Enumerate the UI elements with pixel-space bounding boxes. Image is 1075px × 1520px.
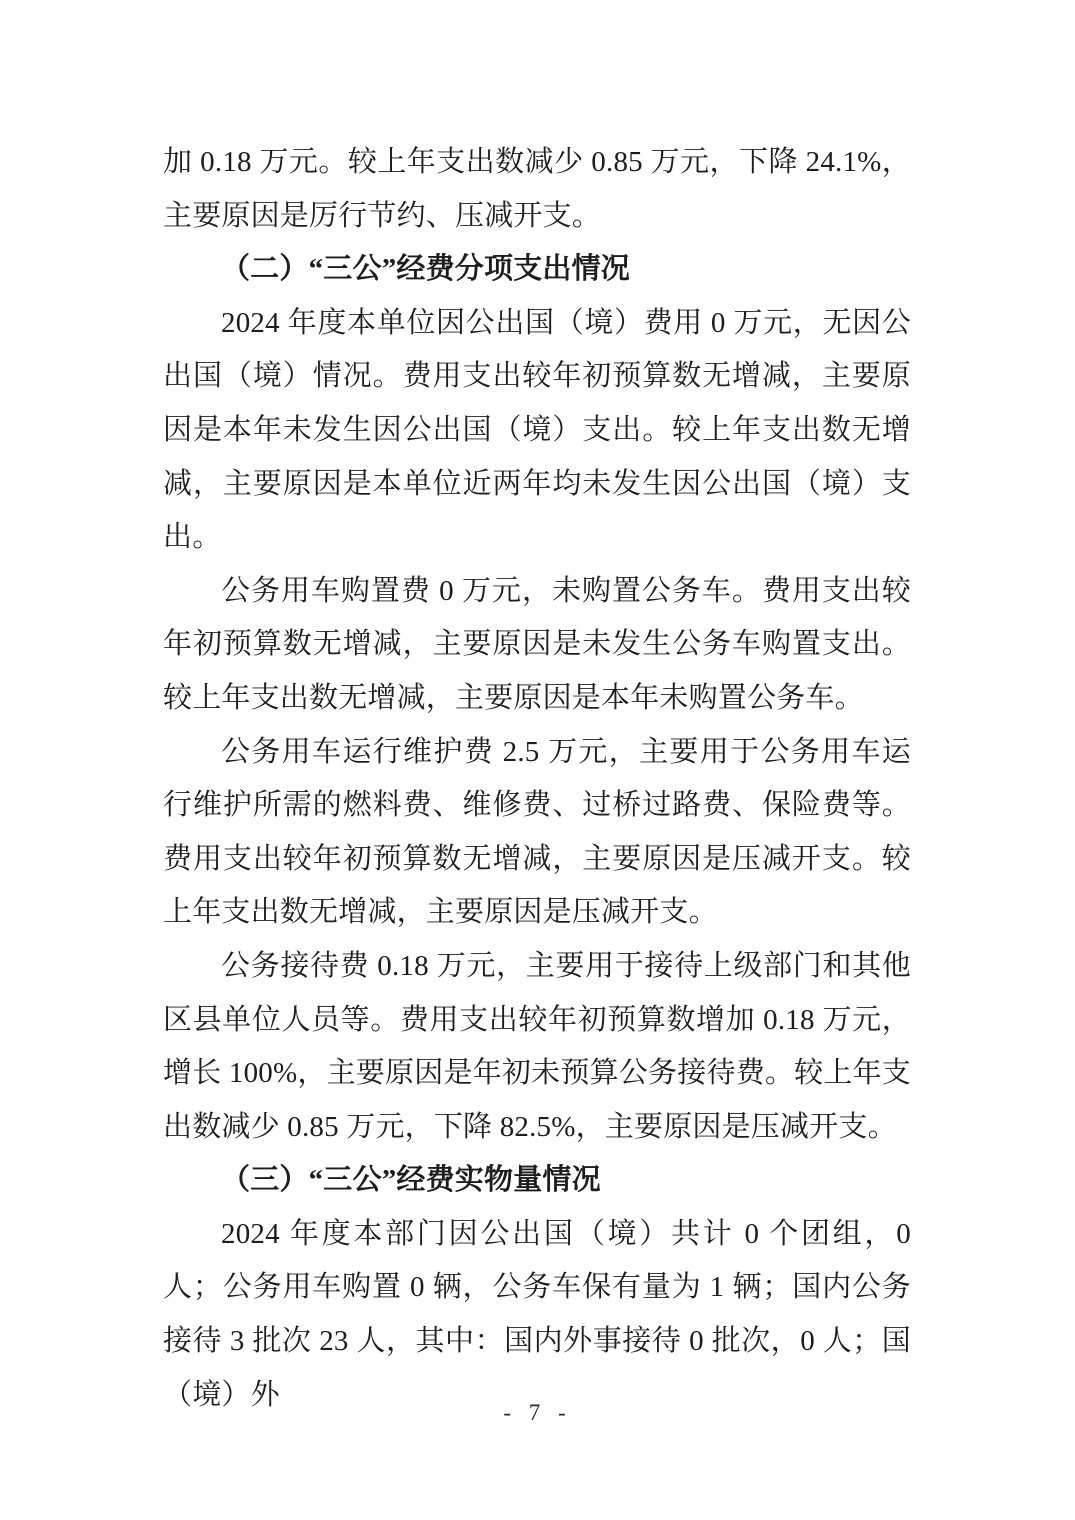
report-body <box>163 136 911 1422</box>
section-heading-physical-quantity: （三）“三公”经费实物量情况 <box>221 1164 601 1197</box>
paragraph-carryover-total-expense: 加 0.18 万元。较上年支出数减少 0.85 万元，下降 24.1%，主要原因是厉行节约、压减开支。 <box>163 146 911 232</box>
paragraph-official-reception-expense: 公务接待费 0.18 万元，主要用于接待上级部门和其他区县单位人员等。费用支出较年初预算数增加 0.18 万元，增长 100%，主要原因是年初未预算公务接待费。较上年支出数减少 0.85 万元，下降 82.5%，主要原因是压减开支。 <box>163 949 911 1143</box>
paragraph-overseas-trip-expense: 2024 年度本单位因公出国（境）费用 0 万元，无因公出国（境）情况。费用支出较年初预算数无增减，主要原因是本年未发生因公出国（境）支出。较上年支出数无增减，主要原因是本单位近两年均未发生因公出国（境）支出。 <box>163 306 911 554</box>
page-number: - 7 - <box>503 1400 572 1425</box>
section-heading-itemized-expense: （二）“三公”经费分项支出情况 <box>221 253 631 286</box>
paragraph-vehicle-maintenance-expense: 公务用车运行维护费 2.5 万元，主要用于公务用车运行维护所需的燃料费、维修费、过桥过路费、保险费等。费用支出较年初预算数无增减，主要原因是压减开支。较上年支出数无增减，主要原因是压减开支。 <box>163 735 911 929</box>
paragraph-vehicle-purchase-expense: 公务用车购置费 0 万元，未购置公务车。费用支出较年初预算数无增减，主要原因是未发生公务车购置支出。较上年支出数无增减，主要原因是本年未购置公务车。 <box>163 574 911 714</box>
paragraph-physical-quantity-detail: 2024 年度本部门因公出国（境）共计 0 个团组，0 人；公务用车购置 0 辆，公务车保有量为 1 辆；国内公务接待 3 批次 23 人，其中：国内外事接待 0 批次，0 人；国（境）外 <box>163 1217 911 1411</box>
